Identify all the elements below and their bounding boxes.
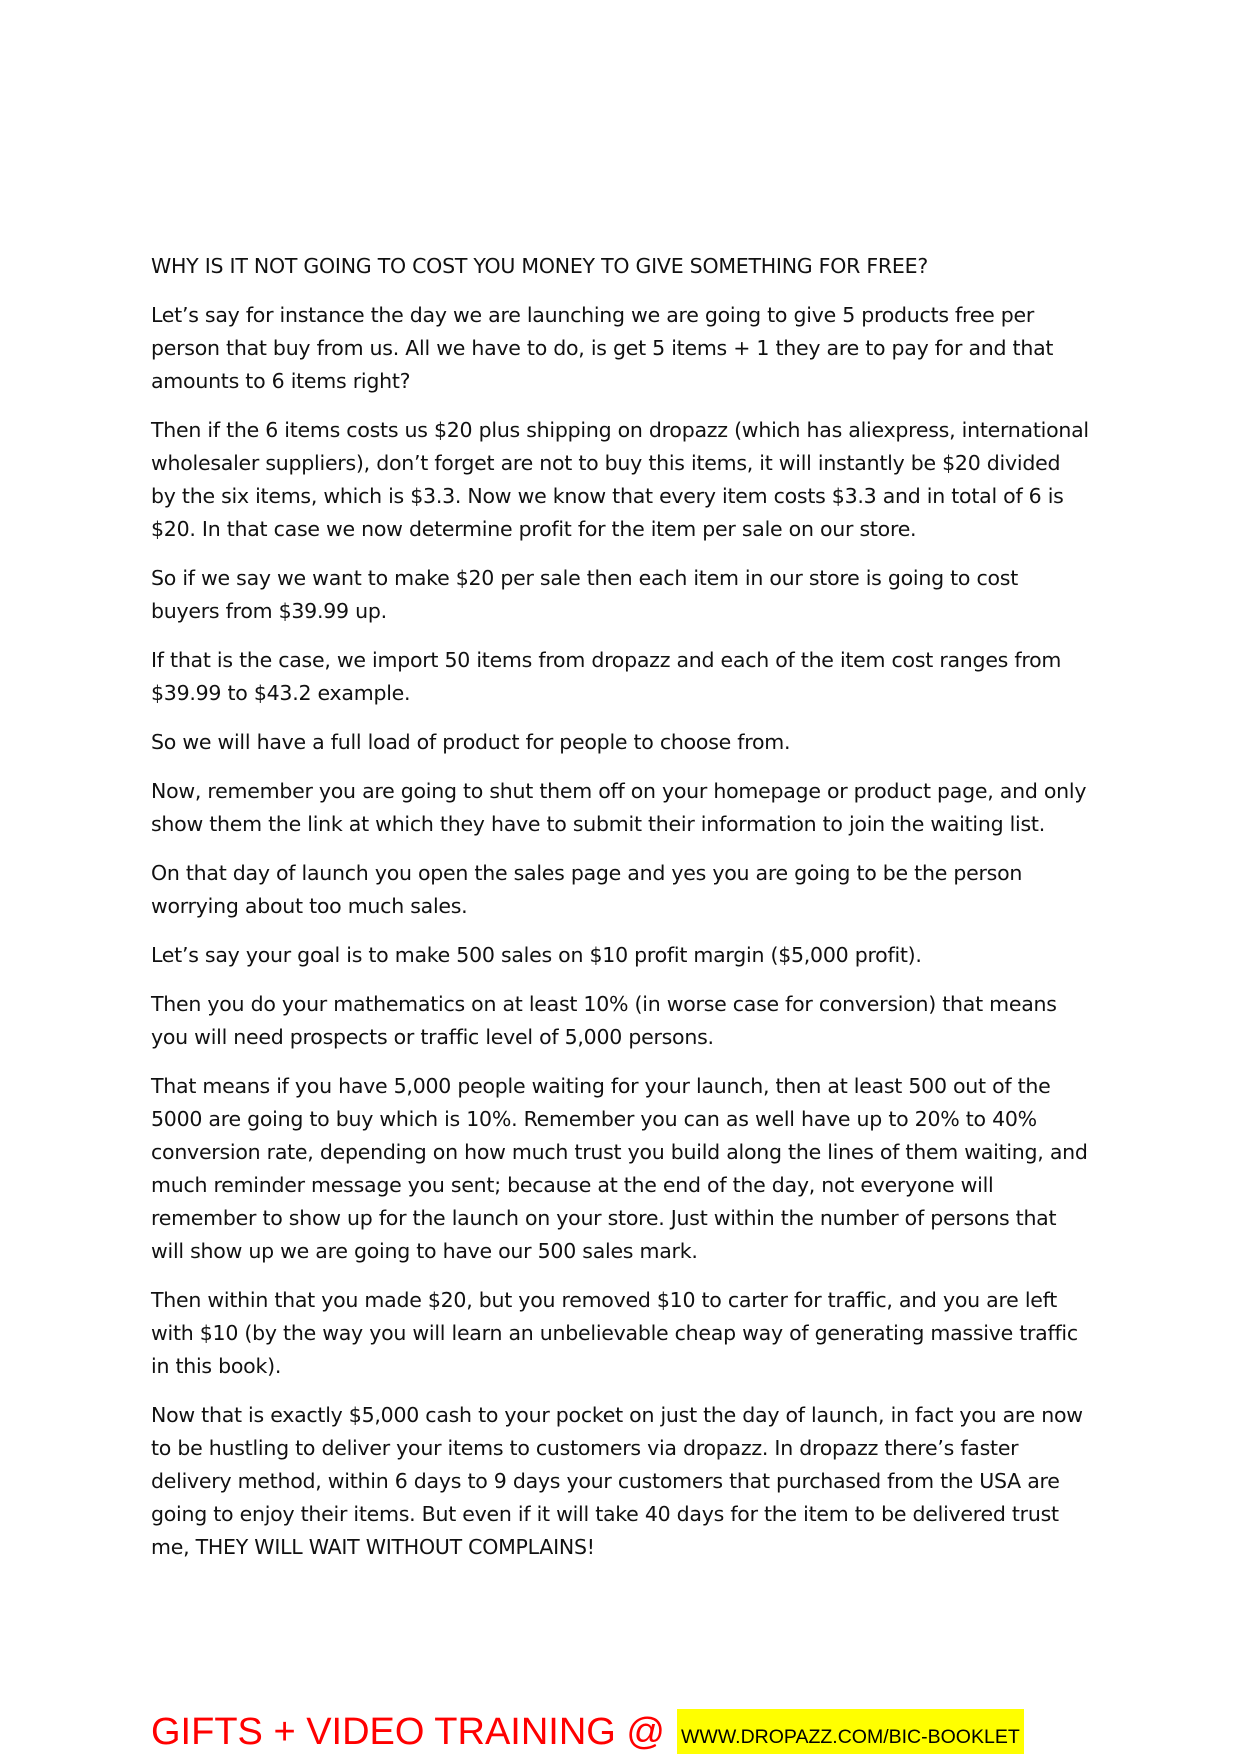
paragraph: Now, remember you are going to shut them off on your homepage or product page, and only show them the link at which they have to submit their information to join the waiting list. (151, 779, 1087, 836)
paragraph: Then you do your mathematics on at least 10% (in worse case for conversion) that means you will need prospects or traffic level of 5,000 persons. (151, 992, 1057, 1049)
booklet-link[interactable]: WWW.DROPAZZ.COM/BIC-BOOKLET (677, 1709, 1024, 1754)
paragraph: So if we say we want to make $20 per sale then each item in our store is going to cost buyers from $39.99 up. (151, 566, 1019, 623)
paragraph: Let’s say for instance the day we are launching we are going to give 5 products free per person that buy from us. All we have to do, is get 5 items + 1 they are to pay for and that amounts to 6 items right? (151, 303, 1054, 393)
paragraph: Now that is exactly $5,000 cash to your pocket on just the day of launch, in fact you are now to be hustling to deliver your items to customers via dropazz. In dropazz there’s faster delivery method, within 6 days to 9 days your customers that purchased from the USA are going to enjoy their items. But even if it will take 40 days for the item to be delivered trust me, THEY WILL WAIT WITHOUT COMPLAINS! (151, 1403, 1083, 1559)
promo-footer (151, 1710, 1024, 1754)
paragraph: Then within that you made $20, but you removed $10 to carter for traffic, and you are left with $10 (by the way you will learn an unbelievable cheap way of generating massive traffic in this book). (151, 1288, 1078, 1378)
paragraph: If that is the case, we import 50 items from dropazz and each of the item cost ranges from $39.99 to $43.2 example. (151, 648, 1062, 705)
paragraph: On that day of launch you open the sales page and yes you are going to be the person worrying about too much sales. (151, 861, 1023, 918)
document-body (151, 250, 1091, 1580)
paragraph: That means if you have 5,000 people waiting for your launch, then at least 500 out of the 5000 are going to buy which is 10%. Remember you can as well have up to 20% to 40% conversion rate, depending on how much trust you build along the lines of them waiting, and much reminder message you sent; because at the end of the day, not everyone will remember to show up for the launch on your store. Just within the number of persons that will show up we are going to have our 500 sales mark. (151, 1074, 1088, 1263)
paragraph: Then if the 6 items costs us $20 plus shipping on dropazz (which has aliexpress, international wholesaler suppliers), don’t forget are not to buy this items, it will instantly be $20 divided by the six items, which is $3.3. Now we know that every item costs $3.3 and in total of 6 is $20. In that case we now determine profit for the item per sale on our store. (151, 418, 1089, 541)
promo-text: GIFTS + VIDEO TRAINING @ (151, 1711, 666, 1753)
document-heading: WHY IS IT NOT GOING TO COST YOU MONEY TO GIVE SOMETHING FOR FREE? (151, 254, 928, 278)
paragraph: Let’s say your goal is to make 500 sales on $10 profit margin ($5,000 profit). (151, 943, 922, 967)
paragraph: So we will have a full load of product for people to choose from. (151, 730, 791, 754)
